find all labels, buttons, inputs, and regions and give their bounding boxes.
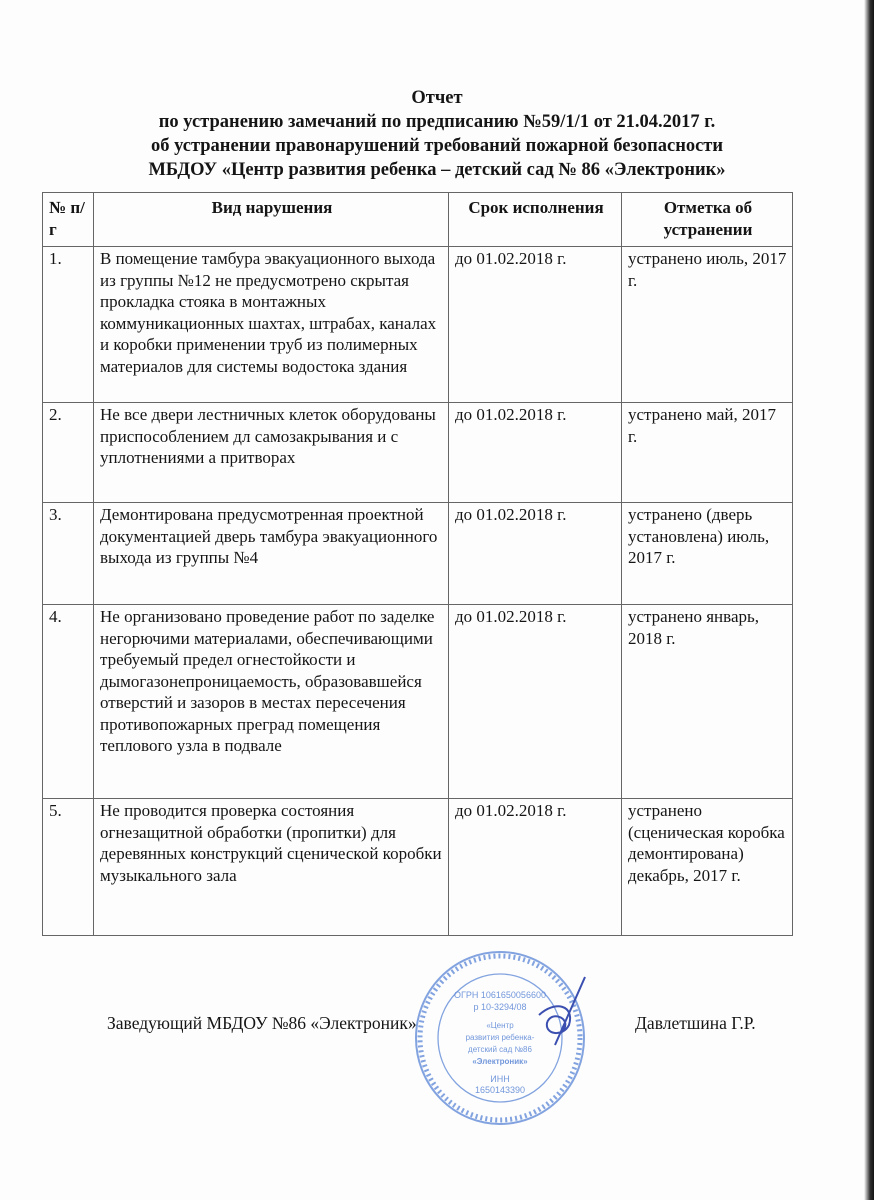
row-number: 4. [43, 605, 94, 799]
status-text: устранено (дверь установлена) июль, 2017 г. [622, 503, 793, 605]
row-number: 1. [43, 247, 94, 403]
stamp-ogrn: ОГРН 1061650056600 [454, 990, 546, 1000]
title-line: МБДОУ «Центр развития ребенка – детский сад № 86 «Электроник» [148, 160, 726, 180]
violation-text: В помещение тамбура эвакуационного выхода из группы №12 не предусмотрено скрытая прокладка стояка в монтажных коммуникационных шахтах, штрабах, каналах и коробки применении труб из полимерных материалов для системы водостока здания [94, 247, 449, 403]
status-text: устранено (сценическая коробка демонтирована) декабрь, 2017 г. [622, 799, 793, 936]
table-row [43, 403, 793, 503]
stamp-reg: р 10-3294/08 [473, 1002, 527, 1012]
row-number: 5. [43, 799, 94, 936]
svg-text:«Электроник»: «Электроник» [472, 1057, 528, 1066]
svg-text:детский сад №86: детский сад №86 [468, 1045, 532, 1054]
table-row [43, 503, 793, 605]
table-row [43, 799, 793, 936]
deadline: до 01.02.2018 г. [449, 503, 622, 605]
violation-text: Не проводится проверка состояния огнезащитной обработки (пропитки) для деревянных конструкций сценической коробки музыкального зала [94, 799, 449, 936]
header-number: № п/г [43, 193, 94, 247]
stamp-inn: ИНН [490, 1074, 510, 1084]
table-row [43, 605, 793, 799]
deadline: до 01.02.2018 г. [449, 799, 622, 936]
status-text: устранено май, 2017 г. [622, 403, 793, 503]
violation-text: Не все двери лестничных клеток оборудованы приспособлением дл самозакрывания и с уплотнениями а притворах [94, 403, 449, 503]
svg-text:1650143390: 1650143390 [474, 1085, 526, 1095]
deadline: до 01.02.2018 г. [449, 247, 622, 403]
title-line: об устранении правонарушений требований пожарной безопасности [150, 136, 724, 156]
row-number: 3. [43, 503, 94, 605]
table-row [43, 247, 793, 403]
violation-text: Не организовано проведение работ по заделке негорючими материалами, обеспечивающими требуемый предел огнестойкости и дымогазонепроницаемость, образовавшейся отверстий и зазоров в местах пересечения противопожарных преград помещения теплового узла в подвале [94, 605, 449, 799]
signatory-name: Давлетшина Г.Р. [635, 1013, 756, 1033]
signatory-position: Заведующий МБДОУ №86 «Электроник» [107, 1013, 417, 1033]
status-text: устранено июль, 2017 г. [622, 247, 793, 403]
handwritten-signature [525, 975, 595, 1065]
title-line: Отчет [411, 88, 463, 108]
svg-text:развития ребенка-: развития ребенка- [465, 1033, 535, 1042]
title-line: по устранению замечаний по предписанию №59/1/1 от 21.04.2017 г. [158, 112, 716, 132]
row-number: 2. [43, 403, 94, 503]
stamp-org: «Центр [486, 1021, 514, 1030]
header-deadline: Срок исполнения [449, 193, 622, 247]
document-title [0, 86, 874, 182]
violations-table [42, 192, 793, 936]
table-header-row [43, 193, 793, 247]
violation-text: Демонтирована предусмотренная проектной документацией дверь тамбура эвакуационного выхода из группы №4 [94, 503, 449, 605]
header-status: Отметка об устранении [622, 193, 793, 247]
header-violation: Вид нарушения [94, 193, 449, 247]
deadline: до 01.02.2018 г. [449, 403, 622, 503]
status-text: устранено январь, 2018 г. [622, 605, 793, 799]
deadline: до 01.02.2018 г. [449, 605, 622, 799]
